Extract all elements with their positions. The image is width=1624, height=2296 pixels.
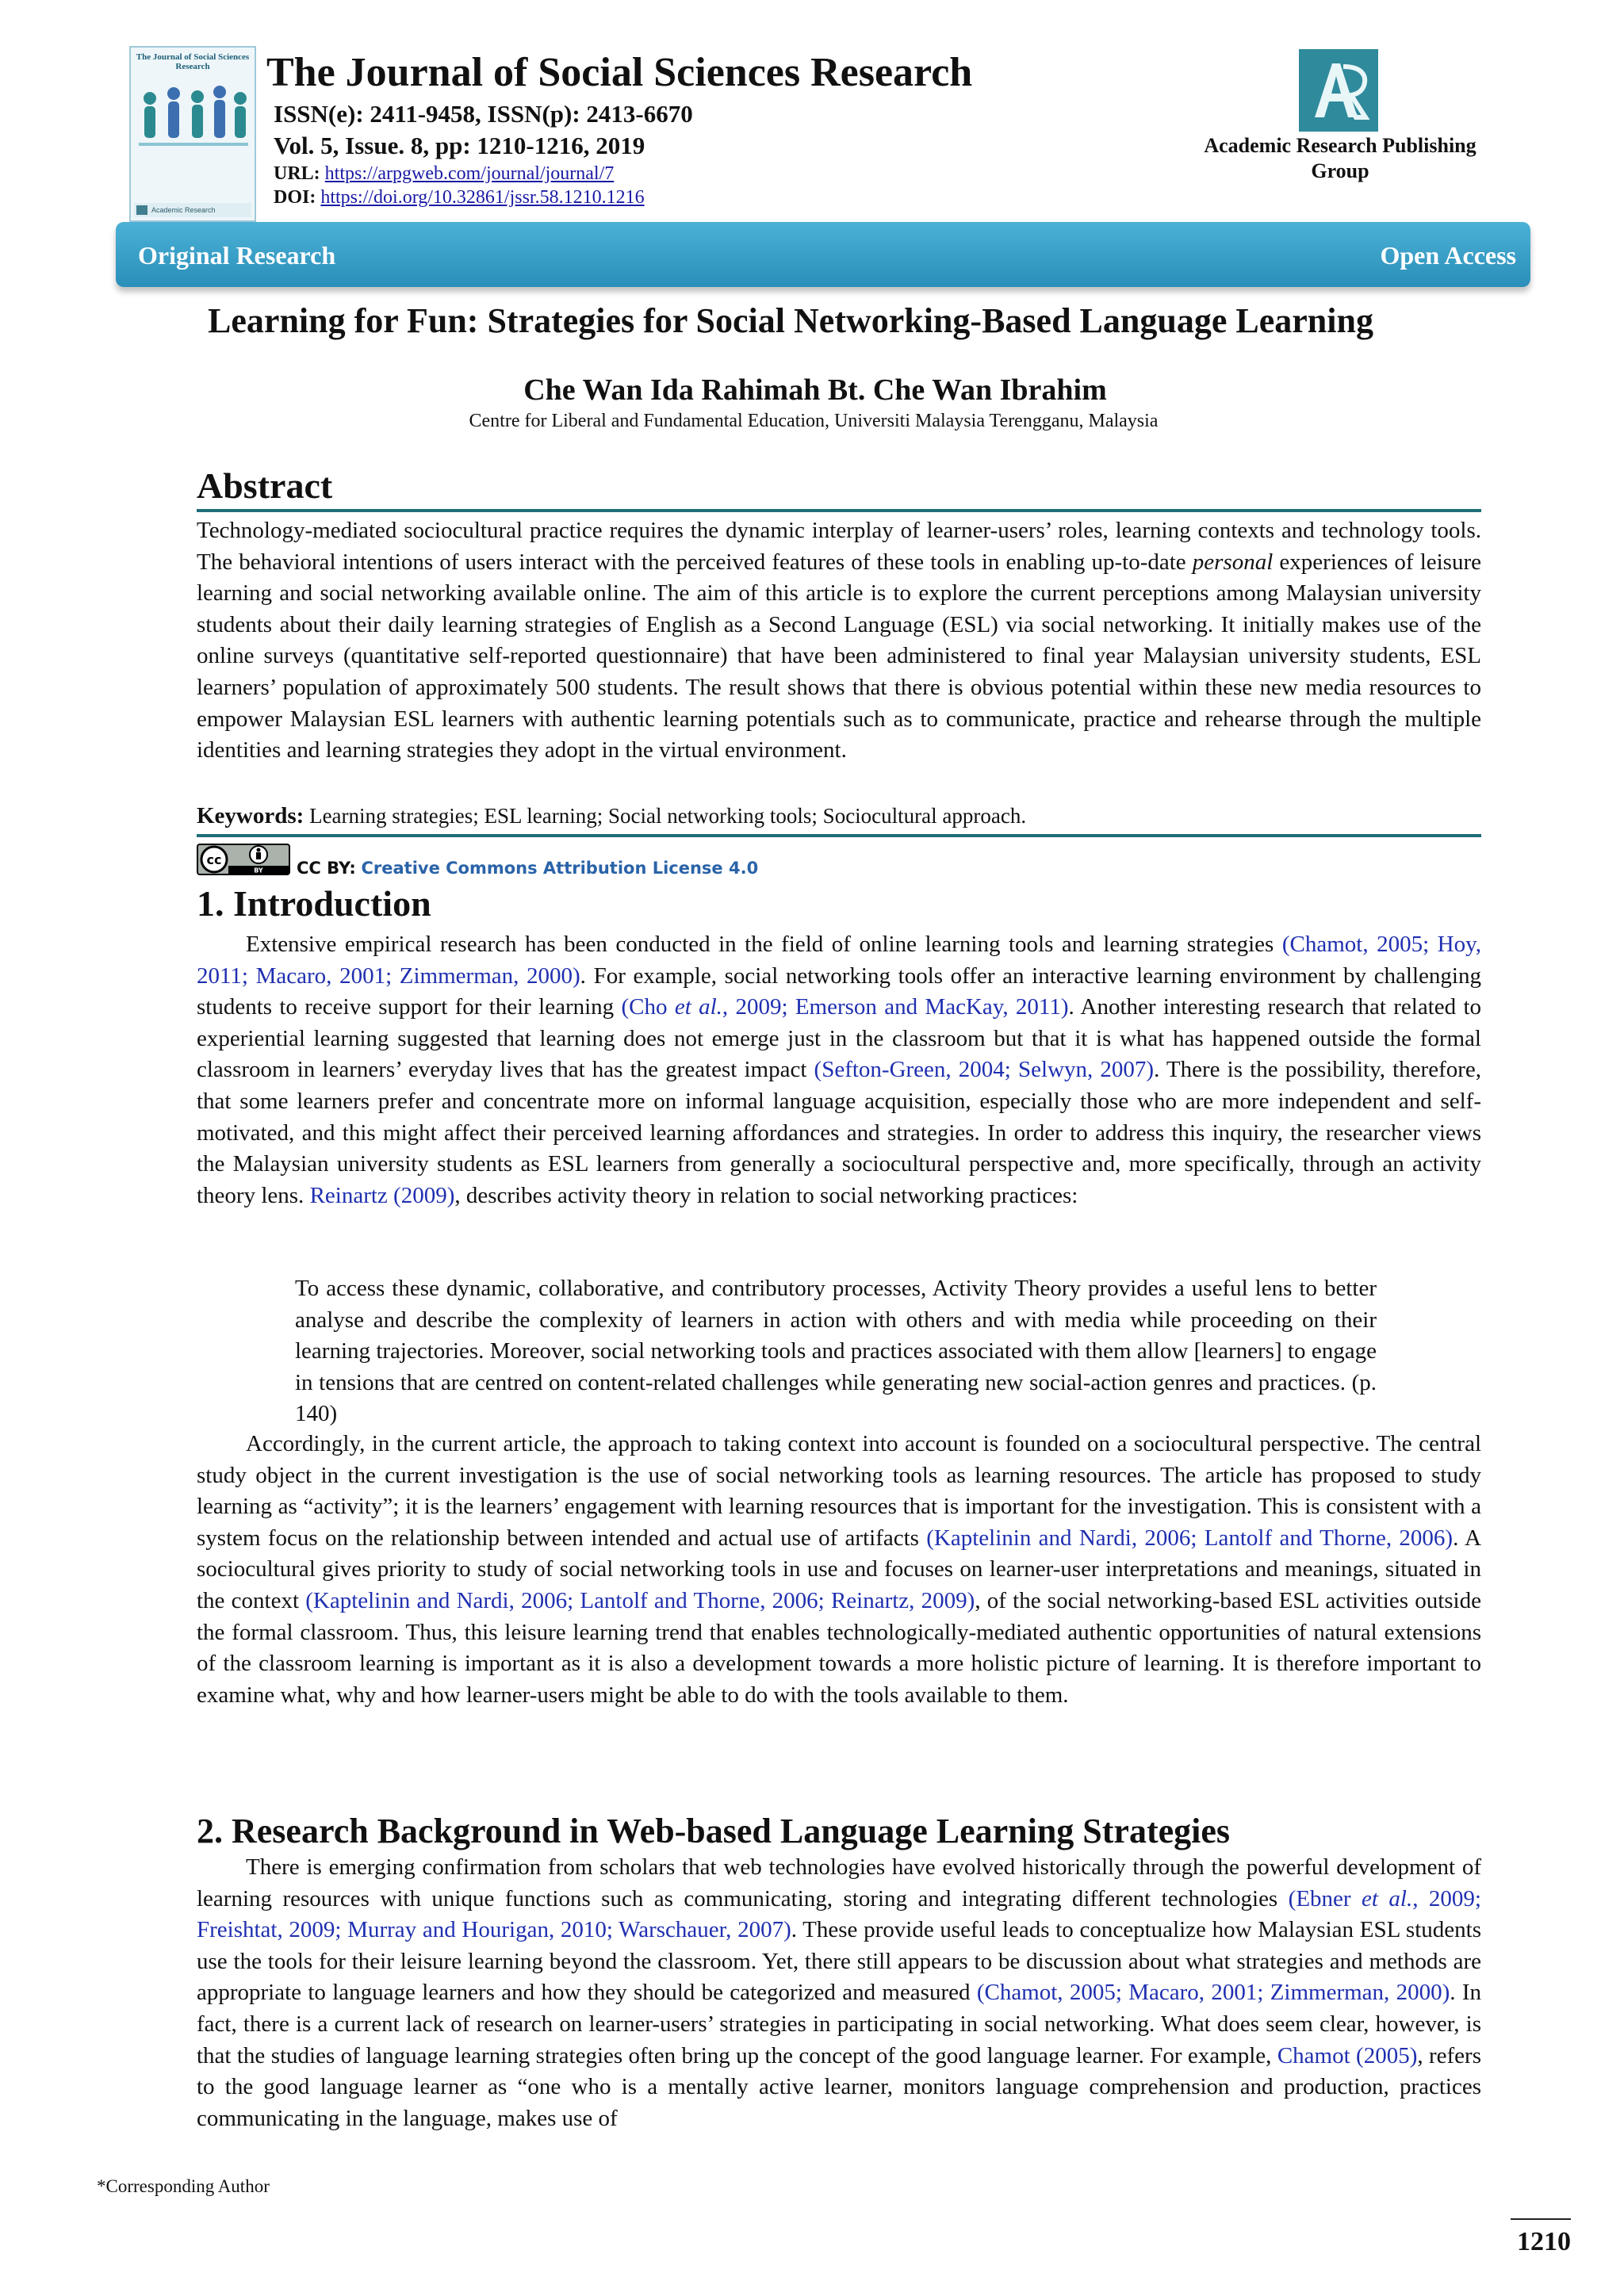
abstract-text: Technology-mediated sociocultural practice requires the dynamic interplay of learner-users’ roles, learning contexts and technology tools. The behavioral intentions of users interact with the perceived features of these tools in enabling up-to-date personal experiences of leisure learning and social networking available online. The aim of this article is to explore the current perceptions among Malaysian university students about their daily learning strategies of English as a Second Language (ESL) via social networking. It initially makes use of the online surveys (quantitative self-reported questionnaire) that have been administered to final year Malaysian university students, ESL learners’ population of approximately 500 students. The result shows that there is obvious potential within these new media resources to empower Malaysian ESL learners with authentic learning potentials such as to communicate, practice and rehearse through the multiple identities and learning strategies they adopt in the virtual environment. — [197, 518, 1481, 763]
citation-link[interactable]: (Ebner et al., 2009; Freishtat, 2009; Murray and Hourigan, 2010; Warschauer, 2007) — [197, 1885, 1481, 1943]
svg-text:BY: BY — [254, 867, 263, 874]
section-heading-research-background: 2. Research Background in Web-based Language Learning Strategies — [197, 1812, 1231, 1850]
block-quote: To access these dynamic, collaborative, and contributory processes, Activity Theory provides a useful lens to better analyse and describe the complexity of learners in action with others and with media while proceeding on their learning trajectories. Moreover, social networking tools and practices associated with them allow [learners] to engage in tensions that are centred on content-related challenges while generating new social-action genres and practices. (p. 140) — [295, 1276, 1377, 1427]
journal-cover-image — [129, 46, 256, 222]
section-heading-introduction: 1. Introduction — [197, 883, 431, 924]
article-type-banner — [116, 222, 1530, 287]
journal-url-line: URL: https://arpgweb.com/journal/journal/7 — [274, 163, 615, 184]
license-link[interactable]: Creative Commons Attribution License 4.0 — [361, 859, 759, 878]
citation-link[interactable]: (Chamot, 2005; Macaro, 2001; Zimmerman, 2000) — [976, 1980, 1450, 2006]
introduction-paragraph-1: Extensive empirical research has been conducted in the field of online learning tools and learning strategies (Chamot, 2005; Hoy, 2011; Macaro, 2001; Zimmerman, 2000). For example, social networking tools offer an interactive learning environment by challenging students to receive support for their learning (Cho et al., 2009; Emerson and MacKay, 2011). Another interesting research that related to experiential learning suggested that learning does not emerge just in the classroom but that it is what has happened outside the formal classroom in learners’ everyday lives that has the greatest impact (Sefton-Green, 2004; Selwyn, 2007). There is the possibility, therefore, that some learners prefer and concentrate more on informal language acquisition, especially those who are more independent and self-motivated, and this might affect their perceived learning affordances and strategies. In order to address this inquiry, the researcher views the Malaysian university students as ESL learners from generally a sociocultural perspective and, more specifically, through an activity theory lens. Reinartz (2009), describes activity theory in relation to social networking practices: — [197, 932, 1482, 1208]
publisher-logo-icon — [1299, 49, 1378, 132]
issn: ISSN(e): 2411-9458, ISSN(p): 2413-6670 — [274, 100, 693, 128]
abstract-heading: Abstract — [197, 465, 333, 506]
paper-title: Learning for Fun: Strategies for Social Networking-Based Language Learning — [208, 301, 1373, 340]
cc-by-license-icon[interactable] — [197, 844, 290, 875]
research-background-paragraph: There is emerging confirmation from scholars that web technologies have evolved historically through the powerful development of learning resources with unique functions such as communicating, storing and integrating different technologies (Ebner et al., 2009; Freishtat, 2009; Murray and Hourigan, 2010; Warschauer, 2007). These provide useful leads to conceptualize how Malaysian ESL students use the tools for their leisure learning beyond the classroom. Yet, there still appears to be discussion about what strategies and methods are appropriate to language learners and how they should be categorized and measured (Chamot, 2005; Macaro, 2001; Zimmerman, 2000). In fact, there is a current lack of research on learner-users’ strategies in participating in social networking. What does seem clear, however, is that the studies of language learning strategies often bring up the concept of the good language learner. For example, Chamot (2005), refers to the good language learner as “one who is a mentally active learner, monitors language comprehension and production, practices communicating in the language, makes use of — [197, 1854, 1481, 2131]
page-number: 1210 — [1517, 2227, 1571, 2256]
corresponding-author-note: *Corresponding Author — [97, 2176, 270, 2196]
publisher-name: Academic Research Publishing Group — [1204, 134, 1477, 182]
people-icon — [136, 76, 251, 163]
svg-text:cc: cc — [206, 852, 222, 867]
keywords: Keywords: Learning strategies; ESL learning; Social networking tools; Sociocultural approach. — [197, 803, 1027, 828]
citation-link[interactable]: Reinartz (2009) — [309, 1182, 455, 1208]
license-line: CC BY: Creative Commons Attribution License 4.0 — [297, 859, 759, 878]
citation-link[interactable]: (Cho et al., 2009; Emerson and MacKay, 2011) — [621, 994, 1069, 1020]
doi-link[interactable]: https://doi.org/10.32861/jssr.58.1210.1216 — [320, 187, 645, 208]
volume-issue: Vol. 5, Issue. 8, pp: 1210-1216, 2019 — [274, 132, 645, 159]
publisher-mini-logo — [136, 205, 147, 215]
cover-publisher: Academic Research — [134, 203, 251, 217]
citation-link[interactable]: (Kaptelinin and Nardi, 2006; Lantolf and Thorne, 2006; Reinartz, 2009) — [305, 1587, 975, 1613]
citation-link[interactable]: (Sefton-Green, 2004; Selwyn, 2007) — [814, 1057, 1155, 1083]
doi-line: DOI: https://doi.org/10.32861/jssr.58.1210.1216 — [274, 187, 645, 208]
page-number-rule — [1511, 2218, 1571, 2220]
introduction-paragraph-2: Accordingly, in the current article, the approach to taking context into account is founded on a sociocultural perspective. The central study object in the current investigation is the use of social networking tools as learning resources. The article has proposed to study learning as “activity”; it is the learners’ engagement with learning resources that is important for the investigation. This is consistent with a system focus on the relationship between intended and actual use of artifacts (Kaptelinin and Nardi, 2006; Lantolf and Thorne, 2006). A sociocultural gives priority to study of social networking tools in use and focuses on learner-user interpretations and meanings, situated in the context (Kaptelinin and Nardi, 2006; Lantolf and Thorne, 2006; Reinartz, 2009), of the social networking-based ESL activities outside the formal classroom. Thus, this leisure learning trend that enables technologically-mediated authentic opportunities of natural extensions of the classroom learning is important as it is also a development towards a more holistic picture of learning. It is therefore important to examine what, why and how learner-users might be able to do with the tools available to them. — [197, 1431, 1481, 1708]
cover-title: The Journal of Social Sciences Research — [136, 52, 250, 71]
author-name: Che Wan Ida Rahimah Bt. Che Wan Ibrahim — [523, 373, 1107, 407]
open-access-label: Open Access — [1380, 241, 1516, 270]
citation-link[interactable]: (Chamot, 2005; Hoy, 2011; Macaro, 2001; Zimmerman, 2000) — [197, 932, 1481, 989]
journal-title: The Journal of Social Sciences Research — [266, 50, 973, 95]
original-research-label: Original Research — [138, 241, 336, 270]
journal-url-link[interactable]: https://arpgweb.com/journal/journal/7 — [324, 163, 615, 184]
divider — [197, 834, 1481, 837]
citation-link[interactable]: (Kaptelinin and Nardi, 2006; Lantolf and Thorne, 2006) — [926, 1525, 1454, 1551]
divider — [197, 509, 1481, 512]
author-affiliation: Centre for Liberal and Fundamental Education, Universiti Malaysia Terengganu, Malaysia — [469, 411, 1159, 431]
citation-link[interactable]: Chamot (2005) — [1277, 2042, 1418, 2068]
